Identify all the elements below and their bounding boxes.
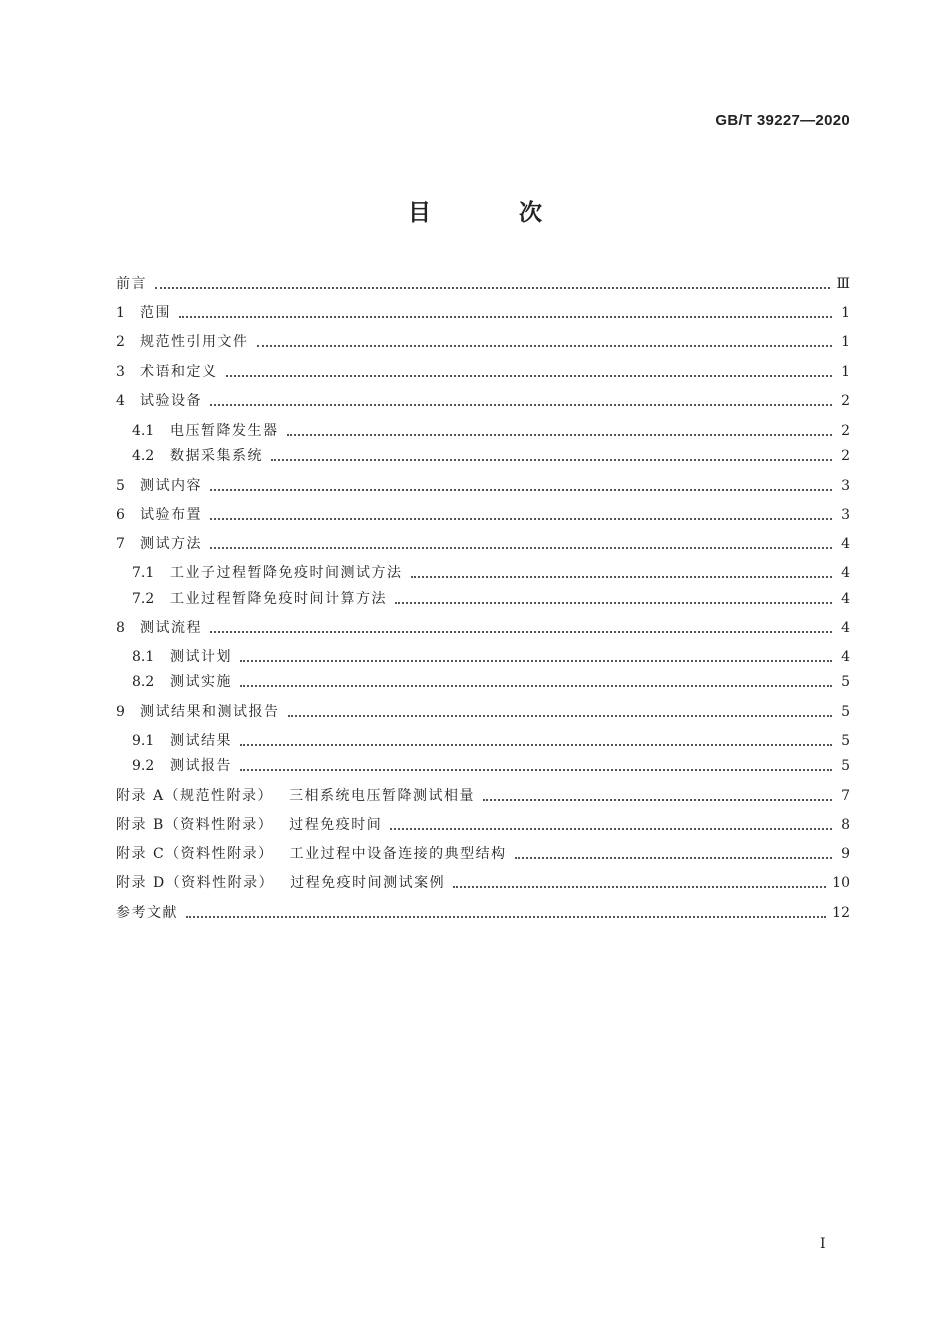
toc-entry[interactable] bbox=[116, 303, 850, 323]
toc-dot-leader bbox=[395, 602, 832, 604]
toc-entry[interactable] bbox=[116, 815, 850, 835]
toc-entry-page: 8 bbox=[841, 817, 850, 833]
toc-entry-page: 5 bbox=[841, 704, 850, 720]
toc-entry-title: 测试结果和测试报告 bbox=[140, 704, 280, 720]
toc-entry-number: 4 bbox=[116, 393, 125, 409]
toc-entry[interactable] bbox=[132, 589, 850, 609]
toc-entry-page: 2 bbox=[841, 448, 850, 464]
toc-entry-title: 测试流程 bbox=[140, 620, 202, 636]
toc-entry-page: 3 bbox=[841, 478, 850, 494]
toc-entry-page: 1 bbox=[841, 305, 850, 321]
toc-entry-number: 7.2 bbox=[132, 591, 155, 607]
toc-dot-leader bbox=[210, 631, 832, 633]
toc-dot-leader bbox=[257, 345, 833, 347]
toc-entry-title: 试验布置 bbox=[140, 507, 202, 523]
toc-entry-title: 测试方法 bbox=[140, 536, 202, 552]
toc-entry-number: 1 bbox=[116, 305, 125, 321]
toc-entry-page: 2 bbox=[841, 393, 850, 409]
toc-entry-number: 9.1 bbox=[132, 733, 155, 749]
toc-entry-number: 7 bbox=[116, 536, 125, 552]
toc-dot-leader bbox=[483, 799, 832, 801]
toc-dot-leader bbox=[210, 547, 832, 549]
toc-entry-number: 8 bbox=[116, 620, 125, 636]
toc-entry[interactable] bbox=[132, 647, 850, 667]
toc-entry[interactable] bbox=[116, 534, 850, 554]
toc-entry[interactable] bbox=[132, 731, 850, 751]
toc-entry-number: 4.1 bbox=[132, 423, 155, 439]
toc-entry[interactable] bbox=[116, 505, 850, 525]
toc-entry[interactable] bbox=[116, 873, 850, 893]
toc-dot-leader bbox=[210, 518, 832, 520]
toc-entry-page: 10 bbox=[832, 875, 850, 891]
toc-entry-number: 6 bbox=[116, 507, 125, 523]
toc-entry-title: 术语和定义 bbox=[140, 364, 218, 380]
toc-dot-leader bbox=[155, 287, 830, 289]
toc-entry-title: 测试内容 bbox=[140, 478, 202, 494]
toc-entry-subtitle: 过程免疫时间 bbox=[289, 817, 383, 833]
toc-entry-title: 电压暂降发生器 bbox=[170, 423, 279, 439]
toc-dot-leader bbox=[210, 489, 832, 491]
toc-entry[interactable] bbox=[132, 563, 850, 583]
toc-entry[interactable] bbox=[116, 618, 850, 638]
toc-entry-page: 4 bbox=[841, 591, 850, 607]
toc-entry-number: 3 bbox=[116, 364, 125, 380]
toc-dot-leader bbox=[411, 576, 833, 578]
toc-entry-page: 4 bbox=[841, 536, 850, 552]
page-number: I bbox=[820, 1236, 826, 1252]
toc-dot-leader bbox=[515, 857, 832, 859]
toc-entry[interactable] bbox=[116, 362, 850, 382]
toc-entry[interactable] bbox=[132, 672, 850, 692]
toc-dot-leader bbox=[271, 459, 832, 461]
toc-entry-page: 3 bbox=[841, 507, 850, 523]
toc-entry-title: 参考文献 bbox=[116, 905, 178, 921]
toc-entry[interactable] bbox=[116, 332, 850, 352]
toc-entry-page: 9 bbox=[841, 846, 850, 862]
toc-entry-page: 1 bbox=[841, 364, 850, 380]
toc-entry-number: 7.1 bbox=[132, 565, 155, 581]
toc-entry-page: 7 bbox=[841, 788, 850, 804]
toc-entry[interactable] bbox=[116, 274, 850, 294]
toc-dot-leader bbox=[179, 316, 832, 318]
toc-dot-leader bbox=[287, 434, 833, 436]
toc-entry-subtitle: 过程免疫时间测试案例 bbox=[290, 875, 446, 891]
toc-entry-number: 5 bbox=[116, 478, 125, 494]
toc-entry-number: 9 bbox=[116, 704, 125, 720]
toc-entry-page: 5 bbox=[841, 758, 850, 774]
toc-entry[interactable] bbox=[116, 903, 850, 923]
toc-entry-subtitle: 三相系统电压暂降测试相量 bbox=[289, 788, 476, 804]
toc-entry-title: 规范性引用文件 bbox=[140, 334, 249, 350]
toc-entry-title: 测试实施 bbox=[170, 674, 232, 690]
toc-entry[interactable] bbox=[116, 786, 850, 806]
toc-entry-title: 工业子过程暂降免疫时间测试方法 bbox=[170, 565, 403, 581]
toc-entry-title: 测试结果 bbox=[170, 733, 232, 749]
toc-entry-page: 1 bbox=[841, 334, 850, 350]
toc-entry[interactable] bbox=[116, 476, 850, 496]
toc-entry-number: 4.2 bbox=[132, 448, 155, 464]
page-title: 目 次 bbox=[407, 200, 582, 226]
toc-entry-page: 4 bbox=[841, 620, 850, 636]
toc-dot-leader bbox=[240, 769, 832, 771]
toc-entry[interactable] bbox=[116, 844, 850, 864]
toc-entry[interactable] bbox=[116, 702, 850, 722]
toc-entry-subtitle: 工业过程中设备连接的典型结构 bbox=[289, 846, 507, 862]
toc-entry-number: 9.2 bbox=[132, 758, 155, 774]
toc-entry[interactable] bbox=[116, 391, 850, 411]
toc-dot-leader bbox=[240, 685, 832, 687]
toc-entry-title: 测试计划 bbox=[170, 649, 232, 665]
toc-entry-title: 试验设备 bbox=[140, 393, 202, 409]
toc-entry[interactable] bbox=[132, 446, 850, 466]
toc-dot-leader bbox=[186, 916, 826, 918]
toc-entry-page: 4 bbox=[841, 649, 850, 665]
toc-entry-page: 5 bbox=[841, 674, 850, 690]
toc-entry-title: 附录 B（资料性附录） bbox=[116, 817, 274, 833]
toc-entry-title: 附录 D（资料性附录） bbox=[116, 875, 275, 891]
toc-entry-title: 附录 C（资料性附录） bbox=[116, 846, 274, 862]
toc-dot-leader bbox=[210, 404, 832, 406]
toc-dot-leader bbox=[390, 828, 832, 830]
toc-entry[interactable] bbox=[132, 421, 850, 441]
toc-dot-leader bbox=[226, 375, 833, 377]
toc-entry-title: 附录 A（规范性附录） bbox=[116, 788, 274, 804]
toc-entry-page: 4 bbox=[841, 565, 850, 581]
toc-entry-title: 前言 bbox=[116, 276, 147, 292]
toc-dot-leader bbox=[288, 715, 833, 717]
document-code: GB/T 39227—2020 bbox=[715, 112, 850, 129]
toc-dot-leader bbox=[240, 660, 832, 662]
toc-entry-number: 8.2 bbox=[132, 674, 155, 690]
toc-entry-title: 工业过程暂降免疫时间计算方法 bbox=[170, 591, 387, 607]
toc-dot-leader bbox=[240, 744, 832, 746]
toc-entry-page: 5 bbox=[841, 733, 850, 749]
toc-entry-title: 范围 bbox=[140, 305, 171, 321]
toc-entry[interactable] bbox=[132, 756, 850, 776]
toc-entry-title: 数据采集系统 bbox=[170, 448, 263, 464]
toc-entry-number: 8.1 bbox=[132, 649, 155, 665]
toc-entry-page: 12 bbox=[832, 905, 850, 921]
toc-entry-page: Ⅲ bbox=[836, 276, 850, 292]
toc-entry-title: 测试报告 bbox=[170, 758, 232, 774]
toc-entry-page: 2 bbox=[841, 423, 850, 439]
toc-dot-leader bbox=[453, 886, 826, 888]
toc-entry-number: 2 bbox=[116, 334, 125, 350]
